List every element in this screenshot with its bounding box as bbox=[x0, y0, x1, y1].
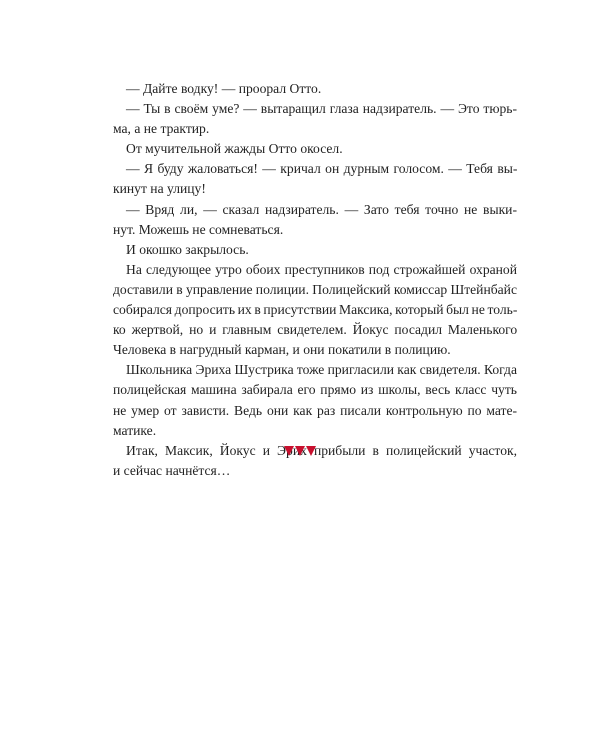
paragraph bbox=[113, 260, 517, 360]
paragraph bbox=[113, 159, 517, 199]
text-line: — Вряд ли, — сказал надзиратель. — Зато тебя точно не выки- bbox=[126, 201, 517, 217]
text-line: — Ты в своём уме? — вытаращил глаза надзиратель. — Это тюрь- bbox=[126, 101, 517, 117]
paragraph bbox=[113, 240, 517, 260]
text-line: Школьника Эриха Шустрика тоже пригласили как свидетеля. Когда bbox=[126, 362, 517, 378]
text-line: ко жертвой, но и главным свидетелем. Йокус посадил Маленького bbox=[113, 322, 518, 338]
paragraph bbox=[113, 200, 517, 240]
text-line: матике. bbox=[113, 422, 157, 438]
text-line: От мучительной жажды Отто окосел. bbox=[126, 141, 343, 157]
text-line: собирался допросить их в присутствии Максика, который был не толь- bbox=[113, 302, 518, 318]
paragraph bbox=[113, 79, 517, 99]
text-line: Итак, Максик, Йокус и Эрих прибыли в полицейский участок, bbox=[126, 442, 517, 458]
paragraph bbox=[113, 360, 517, 440]
triangle-icon bbox=[306, 446, 316, 456]
triangle-icon bbox=[284, 446, 294, 456]
text-line: не умер от зависти. Ведь они как раз писали контрольную по мате- bbox=[113, 402, 518, 418]
text-line: На следующее утро обоих преступников под строжайшей охраной bbox=[126, 261, 517, 277]
triple-triangle-ornament-icon bbox=[0, 446, 600, 460]
body-text bbox=[113, 79, 517, 481]
paragraph bbox=[113, 139, 517, 159]
text-line: — Дайте водку! — проорал Отто. bbox=[126, 81, 322, 96]
triangle-icon bbox=[295, 446, 305, 456]
text-line: нут. Можешь не сомневаться. bbox=[113, 221, 284, 237]
paragraph bbox=[113, 99, 517, 139]
text-line: и сейчас начнётся… bbox=[113, 462, 231, 478]
text-line: ма, а не трактир. bbox=[113, 121, 210, 137]
text-line: доставили в управление полиции. Полицейский комиссар Штейнбайс bbox=[113, 281, 517, 297]
text-line: Человека в нагрудный карман, и они покатили в полицию. bbox=[113, 342, 451, 358]
text-line: И окошко закрылось. bbox=[126, 241, 249, 257]
text-line: — Я буду жаловаться! — кричал он дурным голосом. — Тебя вы- bbox=[126, 161, 518, 177]
text-line: кинут на улицу! bbox=[113, 181, 206, 197]
text-line: полицейская машина забирала его прямо из школы, весь класс чуть bbox=[113, 382, 517, 398]
